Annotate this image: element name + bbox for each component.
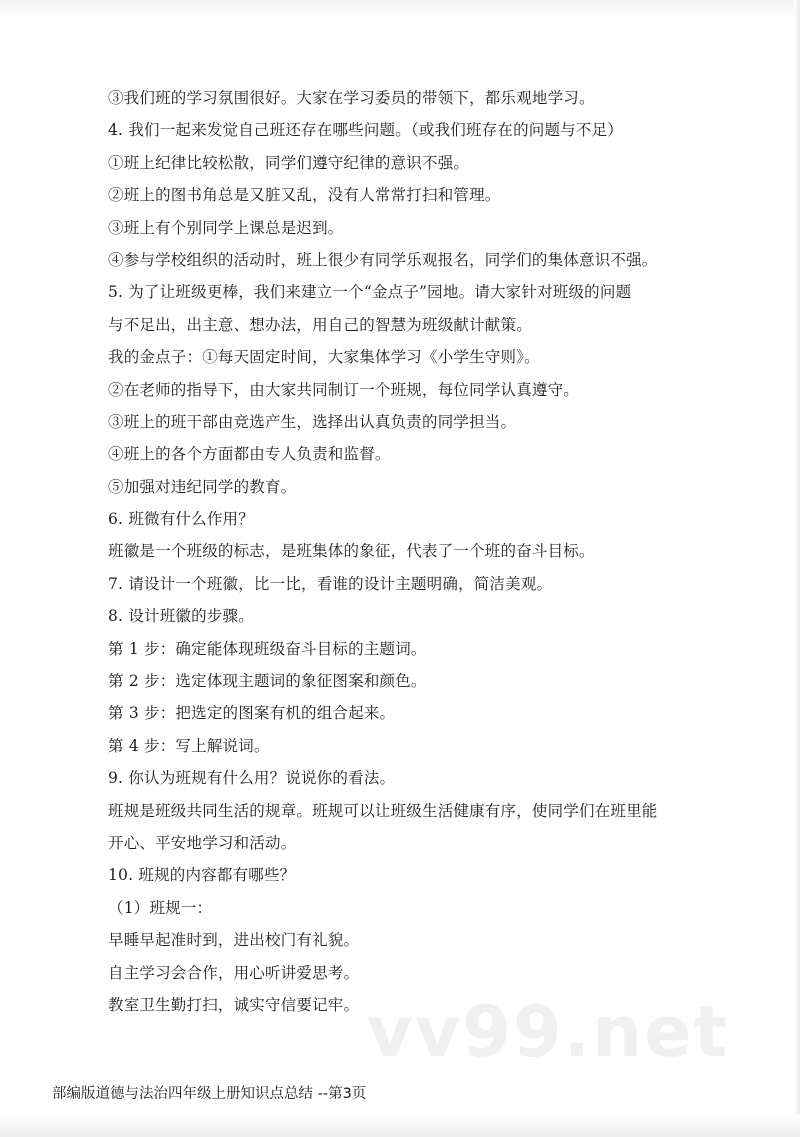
page-right-edge (794, 0, 800, 1137)
text-line: ④班上的各个方面都由专人负责和监督。 (108, 445, 391, 464)
sub-heading: （1）班规一： (108, 898, 213, 917)
rule-line: 自主学习会合作，用心听讲爱思考。 (108, 963, 360, 982)
question-heading: 9. 你认为班规有什么用？说说你的看法。 (108, 769, 396, 788)
text-line: ①班上纪律比较松散，同学们遵守纪律的意识不强。 (108, 153, 470, 172)
text-line: ②班上的图书角总是又脏又乱，没有人常常打扫和管理。 (108, 186, 501, 205)
text-line: 班规是班级共同生活的规章。班规可以让班级生活健康有序，使同学们在班里能 (108, 801, 658, 820)
document-body (108, 82, 708, 1021)
step-line: 第 3 步：把选定的图案有机的组合起来。 (108, 704, 396, 723)
question-heading: 5. 为了让班级更棒，我们来建立一个“金点子”园地。请大家针对班级的问题 (108, 283, 632, 302)
text-line: ⑤加强对违纪同学的教育。 (108, 477, 297, 496)
question-heading: 6. 班微有什么作用？ (108, 510, 254, 529)
rule-line: 早睡早起准时到，进出校门有礼貌。 (108, 931, 360, 950)
page-bottom-edge (0, 1115, 800, 1137)
text-line: ③我们班的学习氛围很好。大家在学习委员的带领下，都乐观地学习。 (108, 89, 595, 107)
text-line: ③班上的班干部由竞选产生，选择出认真负责的同学担当。 (108, 412, 517, 431)
step-line: 第 4 步：写上解说词。 (108, 736, 270, 755)
text-line: 我的金点子：①每天固定时间，大家集体学习《小学生守则》。 (108, 348, 540, 367)
step-line: 第 1 步：确定能体现班级奋斗目标的主题词。 (108, 639, 427, 658)
watermark: vv99.net (367, 991, 730, 1073)
text-line: ④参与学校组织的活动时，班上很少有同学乐观报名，同学们的集体意识不强。 (108, 250, 658, 269)
text-line: 开心、平安地学习和活动。 (108, 833, 297, 852)
rule-line: 教室卫生勤打扫，诚实守信要记牢。 (108, 995, 360, 1014)
page-top-edge (0, 0, 800, 18)
text-line: ③班上有个别同学上课总是迟到。 (108, 218, 344, 237)
page-footer: 部编版道德与法治四年级上册知识点总结 --第3页 (52, 1086, 367, 1102)
text-line: 班徽是一个班级的标志，是班集体的象征，代表了一个班的奋斗目标。 (108, 542, 595, 561)
question-heading: 8. 设计班徽的步骤。 (108, 607, 254, 626)
question-heading: 10. 班规的内容都有哪些？ (108, 866, 296, 885)
text-line: ②在老师的指导下，由大家共同制订一个班规，每位同学认真遵守。 (108, 380, 580, 399)
text-line: 与不足出，出主意、想办法，用自己的智慧为班级献计献策。 (108, 315, 532, 334)
step-line: 第 2 步：选定体现主题词的象征图案和颜色。 (108, 672, 427, 691)
question-heading: 7. 请设计一个班徽，比一比，看谁的设计主题明确，简洁美观。 (108, 574, 553, 593)
question-heading: 4. 我们一起来发觉自己班还存在哪些问题。（或我们班存在的问题与不足） (108, 121, 623, 140)
